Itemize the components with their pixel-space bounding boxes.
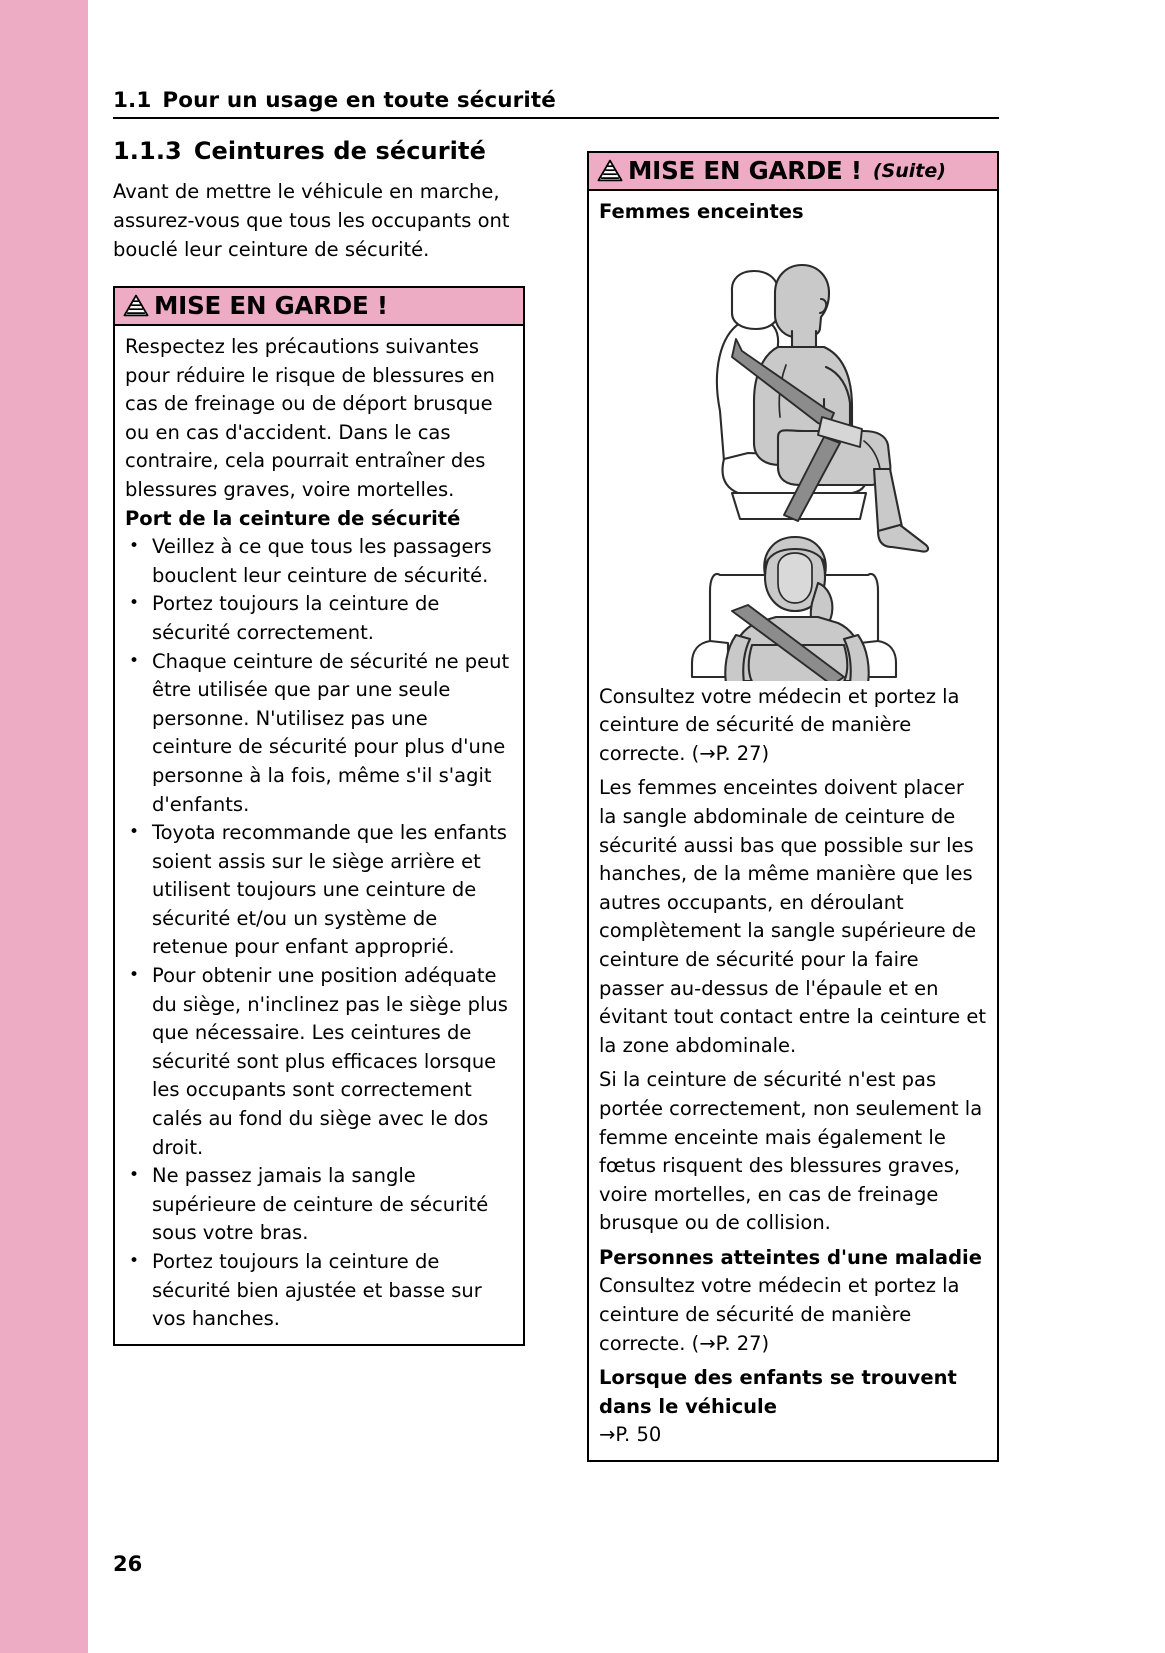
chapter-edge-tab (0, 0, 88, 1653)
warning-body-right (589, 191, 997, 1460)
list-item: • Portez toujours la ceinture de sécurité correctement. (125, 590, 513, 647)
list-item: • Ne passez jamais la sangle supérieure de ceinture de sécurité sous votre bras. (125, 1162, 513, 1248)
warning-subheading-pregnant-women: Femmes enceintes (599, 200, 804, 223)
warning-box-left (113, 286, 525, 1346)
list-item: • Pour obtenir une position adéquate du siège, n'inclinez pas le siège plus que nécessaire. Les ceintures de sécurité sont plus efficaces lorsque les occupants sont correctement calés au fond du siège avec le dos droit. (125, 962, 513, 1162)
warning-box-right (587, 151, 999, 1462)
warning-subheading-left: Port de la ceinture de sécurité (125, 506, 461, 530)
warning-header-right (589, 153, 997, 191)
warning-continued-label: (Suite) (872, 159, 946, 182)
pregnant-woman-seatbelt-illustration (599, 227, 987, 683)
warning-subheading-children: Lorsque des enfants se trouvent dans le véhicule (599, 1366, 957, 1418)
warning-intro-left: Respectez les précautions suivantes pour réduire le risque de blessures en cas de freinage ou de déport brusque ou en cas d'accident. Dans le cas contraire, cela pourrait entraîner des blessures graves, voire mortelles. (125, 335, 495, 501)
warning-header-left (115, 288, 523, 326)
section-intro-paragraph: Avant de mettre le véhicule en marche, assurez-vous que tous les occupants ont bouclé leur ceinture de sécurité. (113, 180, 510, 261)
warning-page-reference: →P. 50 (599, 1423, 662, 1447)
list-item: • Portez toujours la ceinture de sécurité bien ajustée et basse sur vos hanches. (125, 1248, 513, 1334)
warning-paragraph: Consultez votre médecin et portez la ceinture de sécurité de manière correcte. (→P. 27) (599, 684, 960, 765)
warning-subheading-illness: Personnes atteintes d'une maladie (599, 1245, 982, 1269)
running-head-number: 1.1 (113, 88, 152, 113)
warning-title-left: MISE EN GARDE ! (154, 291, 388, 320)
section-title-text: Ceintures de sécurité (193, 137, 486, 165)
seatbelt-figure-svg (628, 231, 958, 681)
right-column (587, 137, 999, 1462)
list-item: • Veillez à ce que tous les passagers bouclent leur ceinture de sécurité. (125, 533, 513, 590)
warning-paragraph: Si la ceinture de sécurité n'est pas portée correctement, non seulement la femme enceinte mais également le fœtus risquent des blessures graves, voire mortelles, en cas de freinage brusque ou de collision. (599, 1068, 983, 1235)
warning-title-right: MISE EN GARDE ! (628, 156, 862, 185)
warning-triangle-icon (597, 159, 623, 182)
section-heading (113, 137, 525, 165)
list-item: • Chaque ceinture de sécurité ne peut être utilisée que par une seule personne. N'utilisez pas une ceinture de sécurité pour plus d'une personne à la fois, même s'il s'agit d'enfants. (125, 648, 513, 820)
warning-paragraph: Les femmes enceintes doivent placer la sangle abdominale de ceinture de sécurité aussi bas que possible sur les hanches, de la même manière que les autres occupants, en déroulant complètement la sangle supérieure de ceinture de sécurité pour la faire passer au-dessus de l'épaule et en évitant tout contact entre la ceinture et la zone abdominale. (599, 776, 986, 1057)
running-head-rule (113, 117, 999, 119)
warning-body-left (115, 326, 523, 1344)
running-head-text (113, 88, 999, 113)
warning-triangle-icon (123, 294, 149, 317)
warning-paragraph: Consultez votre médecin et portez la ceinture de sécurité de manière correcte. (→P. 27) (599, 1274, 960, 1355)
running-head-title: Pour un usage en toute sécurité (162, 88, 556, 113)
left-column (113, 137, 525, 1346)
list-item: • Toyota recommande que les enfants soient assis sur le siège arrière et utilisent toujours une ceinture de sécurité et/ou un système de retenue pour enfant approprié. (125, 819, 513, 962)
section-number: 1.1.3 (113, 137, 182, 165)
running-head (113, 88, 999, 119)
warning-bullet-list-left (125, 533, 513, 1334)
page-number: 26 (113, 1552, 143, 1576)
